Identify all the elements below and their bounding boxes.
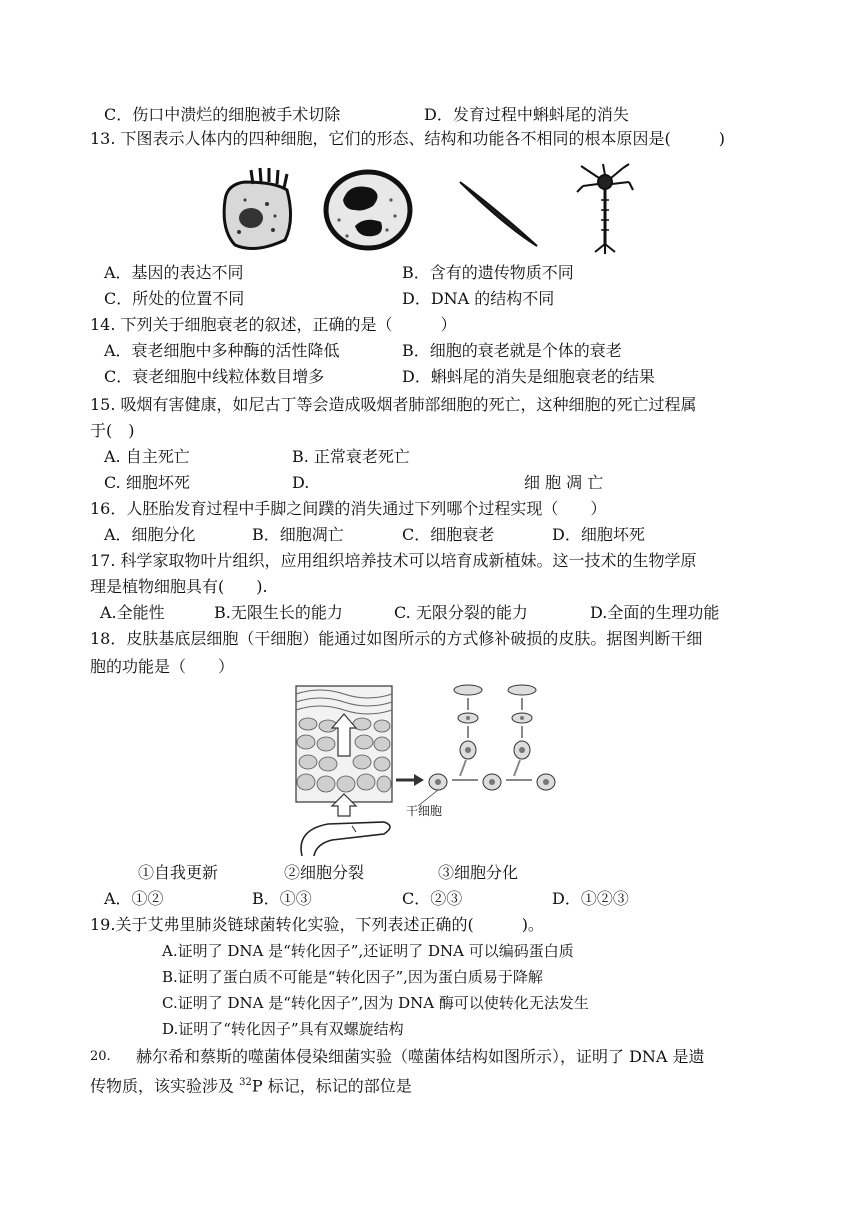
q18-option-b: B．①③ [252, 889, 312, 908]
q14-stem: 14. 下列关于细胞衰老的叙述，正确的是（ ） [90, 315, 457, 334]
q14-option-c: C．衰老细胞中线粒体数目增多 [104, 367, 325, 386]
q19-option-a: A.证明了 DNA 是“转化因子”,还证明了 DNA 可以编码蛋白质 [162, 942, 574, 960]
q20-stem-line2-start: 传物质，该实验涉及 [90, 1076, 235, 1096]
q20-superscript: 32 [239, 1077, 252, 1088]
q20-number: 20. [90, 1049, 111, 1064]
q18-option-c: C．②③ [402, 889, 463, 908]
q13-cells-figure [215, 160, 635, 256]
q13-option-d: D．DNA 的结构不同 [402, 289, 555, 308]
q17-option-b: B.无限生长的能力 [214, 603, 343, 622]
q14-option-b: B．细胞的衰老就是个体的衰老 [402, 341, 622, 360]
q13-option-b: B．含有的遗传物质不同 [402, 263, 574, 282]
q20-stem-line1: 赫尔希和蔡斯的噬菌体侵染细菌实验（噬菌体结构如图所示），证明了 DNA 是遗 [136, 1047, 705, 1066]
q12-option-c: C．伤口中溃烂的细胞被手术切除 [104, 105, 341, 124]
q18-item-2: ②细胞分裂 [284, 863, 365, 882]
q18-stem-line1: 18．皮肤基底层细胞（干细胞）能通过如图所示的方式修补破损的皮肤。据图判断干细 [90, 629, 703, 648]
q13-stem: 13. 下图表示人体内的四种细胞，它们的形态、结构和功能各不相同的根本原因是( ) [90, 129, 726, 148]
q15-option-a: A. 自主死亡 [104, 447, 190, 466]
q17-option-d: D.全面的生理功能 [590, 603, 720, 622]
q16-option-c: C．细胞衰老 [402, 525, 495, 544]
q13-option-a: A．基因的表达不同 [104, 263, 244, 282]
white-blood-cell-drawing [326, 172, 410, 248]
q15-option-d: D. [292, 473, 310, 492]
q15-option-c: C. 细胞坏死 [104, 473, 190, 492]
ciliated-cell-drawing [224, 168, 290, 249]
q15-stem-line2: 于( ) [90, 421, 135, 440]
q18-stem-cell-figure [292, 680, 572, 858]
q17-stem-line2: 理是植物细胞具有( ). [90, 577, 268, 596]
q19-option-d: D.证明了“转化因子”具有双螺旋结构 [162, 1020, 404, 1038]
q17-option-a: A.全能性 [100, 603, 165, 622]
q15-stem-line1: 15. 吸烟有害健康，如尼古丁等会造成吸烟者肺部细胞的死亡，这种细胞的死亡过程属 [90, 395, 697, 414]
stem-cell-label: 干细胞 [406, 804, 443, 818]
q16-option-d: D．细胞坏死 [552, 525, 645, 544]
q15-option-b: B. 正常衰老死亡 [292, 447, 410, 466]
q15-option-d-text: 细 胞 凋 亡 [524, 473, 604, 492]
q13-option-c: C．所处的位置不同 [104, 289, 245, 308]
q12-option-d: D．发育过程中蝌蚪尾的消失 [424, 105, 629, 124]
q17-option-c: C. 无限分裂的能力 [394, 603, 528, 622]
skin-tissue-drawing [296, 686, 392, 802]
neuron-drawing [577, 164, 633, 254]
q18-item-1: ①自我更新 [138, 863, 219, 882]
q18-item-3: ③细胞分化 [438, 863, 519, 882]
q17-stem-line1: 17. 科学家取物叶片组织，应用组织培养技术可以培育成新植妹。这一技术的生物学原 [90, 551, 697, 570]
q14-option-a: A．衰老细胞中多种酶的活性降低 [104, 341, 340, 360]
q16-option-a: A．细胞分化 [104, 525, 196, 544]
q18-option-d: D．①②③ [552, 889, 629, 908]
q19-option-c: C.证明了 DNA 是“转化因子”,因为 DNA 酶可以使转化无法发生 [162, 994, 589, 1012]
q14-option-d: D．蝌蚪尾的消失是细胞衰老的结果 [402, 367, 655, 386]
q18-option-a: A．①② [104, 889, 164, 908]
muscle-cell-drawing [460, 182, 537, 246]
q19-option-b: B.证明了蛋白质不可能是“转化因子”,因为蛋白质易于降解 [162, 968, 543, 986]
q20-stem-line2-end: P 标记，标记的部位是 [251, 1076, 412, 1096]
q16-stem: 16．人胚胎发育过程中手脚之间蹼的消失通过下列哪个过程实现（ ） [90, 499, 607, 518]
q20-stem-line2 [90, 1072, 412, 1097]
q18-stem-line2: 胞的功能是（ ） [90, 657, 235, 676]
q19-stem: 19.关于艾弗里肺炎链球菌转化实验，下列表述正确的( )。 [90, 915, 544, 934]
q16-option-b: B．细胞凋亡 [252, 525, 344, 544]
